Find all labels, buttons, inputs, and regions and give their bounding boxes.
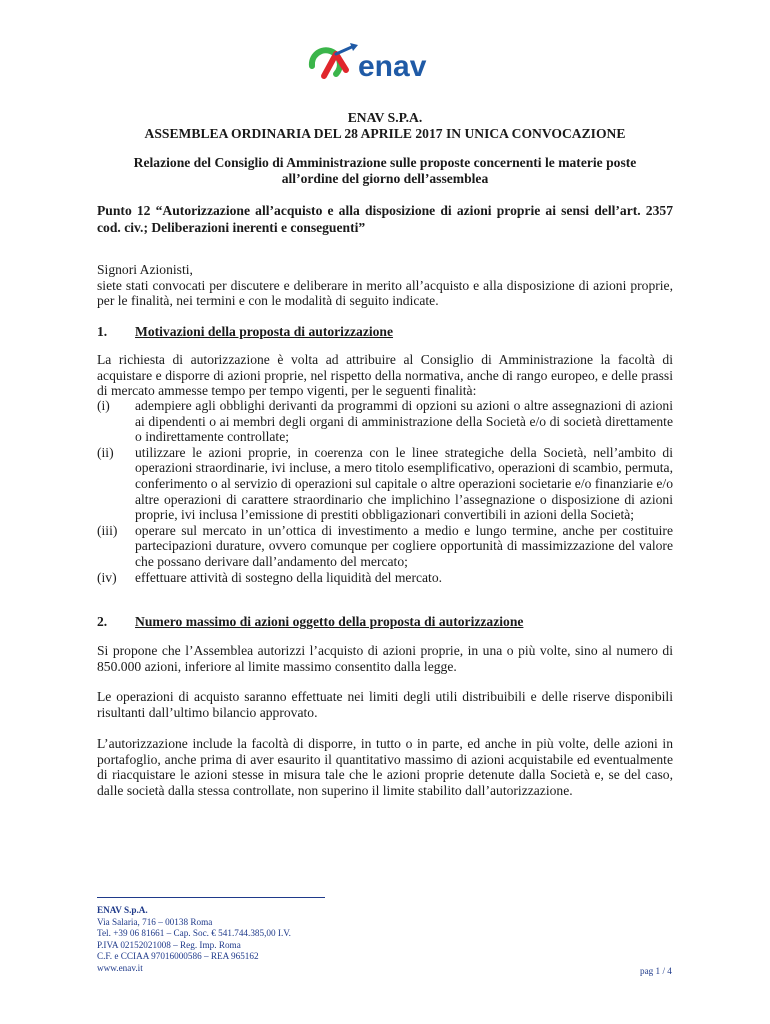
- logo-wordmark: enav: [358, 50, 427, 83]
- footer-phone: Tel. +39 06 81661 – Cap. Soc. € 541.744.385,00 I.V.: [97, 928, 291, 939]
- greeting: Signori Azionisti,: [97, 262, 193, 277]
- list-marker: (i): [97, 398, 110, 413]
- agenda-item-heading: Punto 12 “Autorizzazione all’acquisto e alla disposizione di azioni proprie ai sensi dell’art. 2357 cod. civ.; Deliberazioni inerenti e conseguenti”: [97, 203, 673, 235]
- list-text: effettuare attività di sostegno della liquidità del mercato.: [135, 569, 443, 585]
- section-2-number: 2.: [97, 614, 108, 629]
- section-1-number: 1.: [97, 324, 108, 339]
- footer-registry: C.F. e CCIAA 97016000586 – REA 965162: [97, 951, 259, 962]
- section-1-heading: [97, 324, 673, 340]
- list-item: [97, 398, 673, 445]
- purposes-list: [97, 398, 673, 585]
- section-2-paragraph-2: Le operazioni di acquisto saranno effettuate nei limiti degli utili distribuibili e delle riserve disponibili risultanti dall’ultimo bilancio approvato.: [97, 689, 673, 720]
- title-company: ENAV S.P.A.: [347, 110, 423, 125]
- section-2-title: Numero massimo di azioni oggetto della proposta di autorizzazione: [135, 614, 524, 629]
- footer-company-info: [97, 905, 357, 975]
- section-2-paragraph-1: Si propone che l’Assemblea autorizzi l’acquisto di azioni proprie, in una o più volte, sino al numero di 850.000 azioni, inferiore al limite massimo consentito dalla legge.: [97, 643, 673, 674]
- subtitle-line-2: all’ordine del giorno dell’assemblea: [281, 170, 489, 186]
- footer-website[interactable]: www.enav.it: [97, 962, 143, 973]
- list-text: utilizzare le azioni proprie, in coerenza con le linee strategiche della Società, nell’ambito di operazioni straordinarie, ivi incluse, a mero titolo esemplificativo, operazioni di scambio, permuta, conferimento o al servizio di operazioni sul capitale o altre operazioni societarie e/o finanziarie e/o altre operazioni di carattere straordinario che implichino l’assegnazione o disposizione di azioni proprie, ivi inclusa l’emissione di prestiti obbligazionari convertibili in azioni della Società;: [135, 444, 673, 523]
- list-text: adempiere agli obblighi derivanti da programmi di opzioni su azioni o altre assegnazioni di azioni ai dipendenti o ai membri degli organi di amministrazione della Società e/o di società direttamente o indirettamente controllate;: [135, 398, 673, 445]
- enav-logo: [306, 40, 466, 86]
- section-2-heading: [97, 614, 673, 630]
- section-1-title: Motivazioni della proposta di autorizzazione: [135, 324, 394, 339]
- subtitle-line-1: Relazione del Consiglio di Amministrazione sulle proposte concernenti le materie poste: [133, 155, 637, 170]
- intro-paragraph: [97, 262, 673, 309]
- intro-text: siete stati convocati per discutere e deliberare in merito all’acquisto e alla disposizione di azioni proprie, per le finalità, nei termini e con le modalità di seguito indicate.: [97, 277, 673, 309]
- section-2-paragraph-3: L’autorizzazione include la facoltà di disporre, in tutto o in parte, ed anche in più volte, delle azioni in portafoglio, anche prima di aver esaurito il quantitativo massimo di azioni acquistabile ed eventualmente di riacquistare le azioni stesse in misura tale che le azioni proprie detenute dalla Società e, se del caso, dalle società dalla stessa controllate, non superino il limite stabilito dall’autorizzazione.: [97, 736, 673, 798]
- page-number: pag 1 / 4: [640, 966, 672, 976]
- list-item: [97, 523, 673, 570]
- list-text: operare sul mercato in un’ottica di investimento a medio e lungo termine, anche per costituire partecipazioni durature, ovvero comunque per cogliere opportunità di massimizzazione del valore che possano derivare dall’andamento del mercato;: [135, 522, 673, 569]
- document-title: [97, 110, 673, 141]
- footer-divider: [97, 897, 325, 898]
- report-subtitle: [97, 155, 673, 186]
- footer-address: Via Salaria, 716 – 00138 Roma: [97, 916, 213, 927]
- list-marker: (ii): [97, 444, 114, 460]
- list-marker: (iv): [97, 569, 117, 585]
- footer-vat: P.IVA 02152021008 – Reg. Imp. Roma: [97, 939, 241, 950]
- list-item: [97, 570, 673, 586]
- list-marker: (iii): [97, 522, 118, 538]
- footer-company: ENAV S.p.A.: [97, 905, 148, 915]
- title-assembly: ASSEMBLEA ORDINARIA DEL 28 APRILE 2017 IN UNICA CONVOCAZIONE: [144, 125, 626, 141]
- list-item: [97, 445, 673, 523]
- section-1-paragraph: La richiesta di autorizzazione è volta ad attribuire al Consiglio di Amministrazione la facoltà di acquistare e disporre di azioni proprie, nel rispetto della normativa, anche di rango europeo, e delle prassi di mercato ammesse tempo per tempo vigenti, per le seguenti finalità:: [97, 352, 673, 399]
